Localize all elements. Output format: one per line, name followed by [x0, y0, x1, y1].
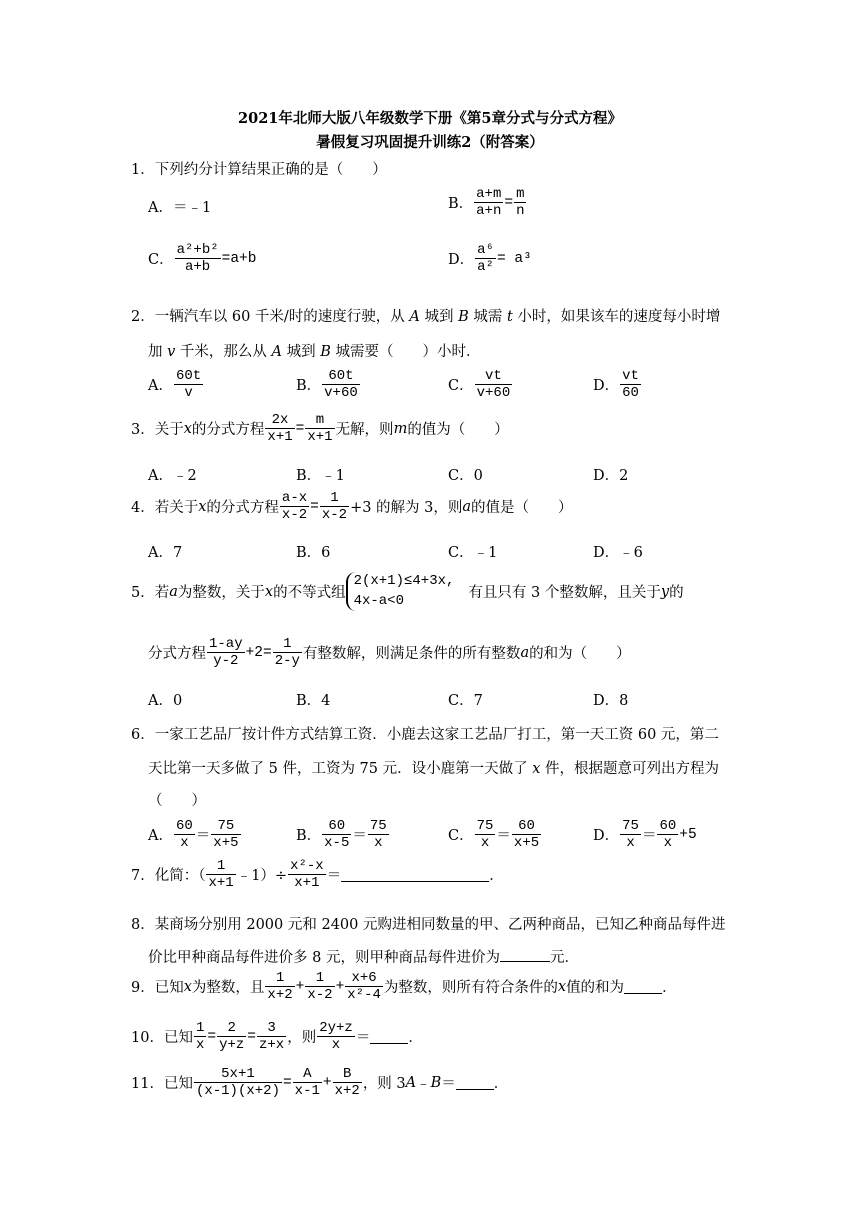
- q10-answer-blank[interactable]: [370, 1029, 408, 1044]
- q5-stem-line2: 分式方程 $\frac{1-ay}{y-2}$ +2= $\frac{1}{2-y}$ 有整数解，则满足条件的所有整数 a 的和为（ ）: [148, 636, 631, 670]
- q4-option-b[interactable]: B．6: [296, 545, 331, 561]
- q1-option-b[interactable]: B． $\frac{a+m}{a+n}$ = $\frac{m}{n}$: [448, 186, 525, 220]
- q6-stem-line1: 6．一家工艺品厂按计件方式结算工资．小鹿去这家工艺品厂打工，第一天工资 60 元，第二: [131, 727, 719, 743]
- q4-stem: 4． 若关于 x 的分式方程 $\frac{a-x}{x-2}$ = $\frac{1}{x-2}$ +3 的解为 3，则 a 的值是（ ）: [131, 490, 573, 524]
- q2-option-c[interactable]: C． $\frac{vt}{v+60}$: [448, 368, 511, 402]
- q8-answer-blank[interactable]: [500, 947, 550, 962]
- q2-option-a[interactable]: A． $\frac{60t}{v}$: [148, 368, 202, 402]
- q4-option-c[interactable]: C．﹣1: [448, 545, 498, 561]
- q11-answer-blank[interactable]: [456, 1075, 494, 1090]
- q8-stem-line1: 8．某商场分别用 2000 元和 2400 元购进相同数量的甲、乙两种商品，已知乙种商品每件进: [131, 917, 726, 933]
- q6-stem-line2: 天比第一天多做了 5 件，工资为 75 元．设小鹿第一天做了 x 件，根据题意可列出方程为: [148, 761, 720, 777]
- q6-option-a[interactable]: A． $\frac{60}{x}$ ＝ $\frac{75}{x+5}$: [148, 818, 239, 852]
- q11-stem: 11． 已知 $\frac{5x+1}{(x-1)(x+2)}$ = $\frac{A}{x-1}$ + $\frac{B}{x+2}$ ，则 3 A ﹣ B ＝ ．: [131, 1066, 509, 1100]
- q6-option-b[interactable]: B． $\frac{60}{x-5}$ ＝ $\frac{75}{x}$: [296, 818, 387, 852]
- q8-stem-line2: 价比甲种商品每件进价多 8 元，则甲种商品每件进价为 元．: [148, 946, 579, 967]
- inequality-system: 2(x+1)≤4+3x, 4x-a<0: [346, 572, 455, 611]
- q5-option-d[interactable]: D．8: [593, 693, 629, 709]
- q9-stem: 9． 已知 x 为整数，且 $\frac{1}{x+2}$ + $\frac{1}{x-2}$ + $\frac{x+6}{\text{x²-4}}$ 为整数，则所有符合条件的 x 值的和为 ．: [131, 970, 677, 1004]
- q2-stem-line2: 加 v 千米，那么从 A 城到 B 城需要（ ）小时．: [148, 344, 481, 360]
- q3-option-d[interactable]: D．2: [593, 468, 629, 484]
- q4-option-a[interactable]: A．7: [148, 545, 183, 561]
- q3-option-a[interactable]: A．﹣2: [148, 468, 197, 484]
- q10-stem: 10． 已知 $\frac{1}{x}$ = $\frac{2}{y+z}$ = $\frac{3}{z+x}$ ，则 $\frac{2y+z}{x}$ ＝ ．: [131, 1020, 423, 1054]
- q3-option-b[interactable]: B．﹣1: [296, 468, 345, 484]
- q9-answer-blank[interactable]: [624, 979, 662, 994]
- q3-stem: 3． 关于 x 的分式方程 $\frac{2x}{x+1}$ = $\frac{m}{x+1}$ 无解，则 m 的值为（ ）: [131, 412, 509, 446]
- q5-stem-line1: 5． 若 a 为整数，关于 x 的不等式组 2(x+1)≤4+3x, 4x-a<0 有且只有 3 个整数解，且关于 y 的: [131, 572, 684, 611]
- q7-stem: 7． 化简：（ $\frac{1}{x+1}$ ﹣1）÷ $\frac{\text{x²-x}}{x+1}$ ＝ ．: [131, 858, 504, 892]
- q1-option-d[interactable]: D． $\frac{\text{a⁶}}{\text{a²}}$ = a³: [448, 242, 532, 276]
- q7-answer-blank[interactable]: [341, 867, 489, 882]
- q3-option-c[interactable]: C．0: [448, 468, 483, 484]
- q5-option-c[interactable]: C．7: [448, 693, 483, 709]
- document-title-line1: 2021年北师大版八年级数学下册《第5章分式与分式方程》: [238, 110, 622, 127]
- q2-stem-line1: 2．一辆汽车以 60 千米/时的速度行驶，从 A 城到 B 城需 t 小时，如果该车的速度每小时增: [131, 309, 721, 325]
- q2-option-b[interactable]: B． $\frac{60t}{v+60}$: [296, 368, 358, 402]
- q1-stem: 1．下列约分计算结果正确的是（ ）: [131, 162, 387, 178]
- q6-option-d[interactable]: D． $\frac{75}{x}$ ＝ $\frac{60}{x}$ +5: [593, 818, 697, 852]
- q1-option-a[interactable]: A．＝﹣1: [148, 200, 212, 216]
- q2-option-d[interactable]: D． $\frac{vt}{60}$: [593, 368, 639, 402]
- q5-option-a[interactable]: A．0: [148, 693, 183, 709]
- q6-option-c[interactable]: C． $\frac{75}{x}$ ＝ $\frac{60}{x+5}$: [448, 818, 540, 852]
- q1-option-c[interactable]: C． $\frac{\text{a²+b²}}{a+b}$ =a+b: [148, 242, 257, 276]
- document-title-line2: 暑假复习巩固提升训练2（附答案）: [316, 134, 544, 151]
- q5-option-b[interactable]: B．4: [296, 693, 331, 709]
- q4-option-d[interactable]: D．﹣6: [593, 545, 643, 561]
- q6-stem-line3: （ ）: [148, 793, 206, 809]
